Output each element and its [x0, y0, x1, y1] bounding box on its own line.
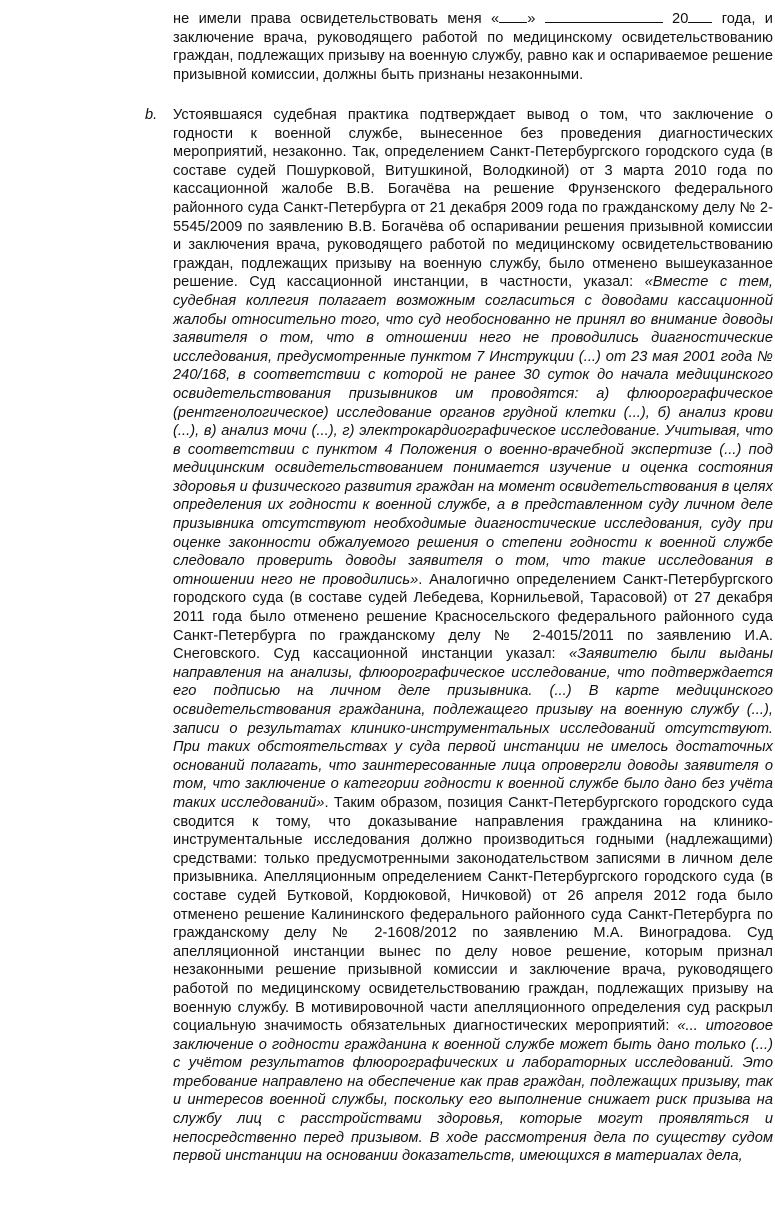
date-day-blank	[499, 10, 527, 23]
date-month-blank	[545, 10, 663, 23]
paragraph-text: года, и заключение врача, руководящего работой по медицинскому освидетельствованию граждан, подлежащих призыву на военную службу, равно как и оспариваемое решение призывной комиссии, должны быть признаны незаконными.	[173, 11, 773, 83]
year-blank	[688, 10, 712, 23]
quotation: «Заявителю были выданы направления на анализы, флюорографическое исследование, что подтверждается его подписью на личном деле призывника. (...) В карте медицинского освидетельствования гражданина, подлежащего призыву на военную службу (...), записи о результатах клинико-инструментальных исследований отсутствуют. При таких обстоятельствах у суда первой инстанции не имелось достаточных оснований полагать, что заинтересованные лица опровергли доводы заявителя о том, что заключение о категории годности к военной службе было дано без учёта таких исследований»	[173, 646, 774, 811]
list-item-b	[173, 106, 773, 1166]
body-text: Устоявшаяся судебная практика подтверждает вывод о том, что заключение о годности к военной службе, вынесенное без проведения диагностических мероприятий, незаконно. Так, определением Санкт-Петербургского городского суда (в составе судей Пошурковой, Витушкиной, Володкиной) от 3 марта 2010 года по кассационной жалобе В.В. Богачёва на решение Фрунзенского федерального районного суда Санкт-Петербурга от 21 декабря 2009 года по гражданскому делу № 2-5545/2009 по заявлению В.В. Богачёва об оспаривании решения призывной комиссии и заключения врача, руководящего работой по медицинскому освидетельствованию граждан, подлежащих призыву на военную службу, было отменено вышеуказанное решение. Суд кассационной инстанции, в частности, указал:	[173, 107, 773, 291]
quote-close: »	[527, 11, 536, 27]
paragraph-text: не имели права освидетельствовать меня «	[173, 11, 500, 27]
paragraph-continuation	[173, 10, 773, 84]
quotation: «Вместе с тем, судебная коллегия полагает возможным согласиться с доводами кассационной жалобы относительно того, что суд необоснованно не принял во внимание доводы заявителя о том, что в отношении него не проводились диагностические исследования, предусмотренные пунктом 7 Инструкции (...) от 23 мая 2001 года № 240/168, в соответствии с которой не ранее 30 суток до начала медицинского освидетельствования призывников им проводятся: а) флюорографическое (рентгенологическое) исследование органов грудной клетки (...), б) анализ крови (...), в) анализ мочи (...), г) электрокардиографическое исследование. Учитывая, что в соответствии с пунктом 4 Положения о военно-врачебной экспертизе (...) под медицинским освидетельствованием понимается изучение и оценка состояния здоровья и физического развития граждан на момент освидетельствования в целях определения их годности к военной службе, а в представленном суду личном деле призывника отсутствуют необходимые диагностические исследования, суду при оценке законности обжалуемого решения о степени годности к военной службе следовало проверить доводы заявителя о том, что такие исследования в отношении него не проводились»	[173, 274, 773, 588]
body-text: . Аналогично определением Санкт-Петербургского городского суда (в составе судей Лебедева, Корнильевой, Тарасовой) от 27 декабря 2011 года было отменено решение Красносельского федерального районного суда Санкт-Петербурга по гражданскому делу № 2-4015/2011 по заявлению И.А. Снеговского. Суд кассационной инстанции указал:	[173, 571, 773, 663]
list-marker-b: b.	[145, 107, 158, 123]
year-prefix: 20	[672, 11, 689, 27]
body-text: . Таким образом, позиция Санкт-Петербургского городского суда сводится к тому, что доказывание направления гражданина на клинико-инструментальные исследования должно производиться годными (надлежащими) средствами: только предусмотренными законодательством записями в личном деле призывника. Апелляционным определением Санкт-Петербургского городского суда (в составе судей Бутковой, Кордюковой, Ничковой) от 26 апреля 2012 года было отменено решение Калининского федерального районного суда Санкт-Петербурга по гражданскому делу № 2-1608/2012 по заявлению М.А. Виноградова. Суд апелляционной инстанции вынес по делу новое решение, которым признал незаконными решение призывной комиссии и заключение врача, руководящего работой по медицинскому освидетельствованию граждан, подлежащих призыву на военную службу. В мотивировочной части апелляционного определения суд раскрыл социальную значимость обязательных диагностических мероприятий:	[173, 794, 773, 1035]
quotation: «... итоговое заключение о годности гражданина к военной службе может быть дано только (...) с учётом результатов флюорографических и лабораторных исследований. Это требование направлено на обеспечение как прав граждан, подлежащих призыву, так и интересов военной службы, поскольку его выполнение снижает риск призыва на службу лиц с расстройствами здоровья, которые могут проявляться и непосредственно перед призывом. В ходе рассмотрения дела по существу судом первой инстанции на основании доказательств, имеющихся в материалах дела,	[173, 1018, 774, 1165]
